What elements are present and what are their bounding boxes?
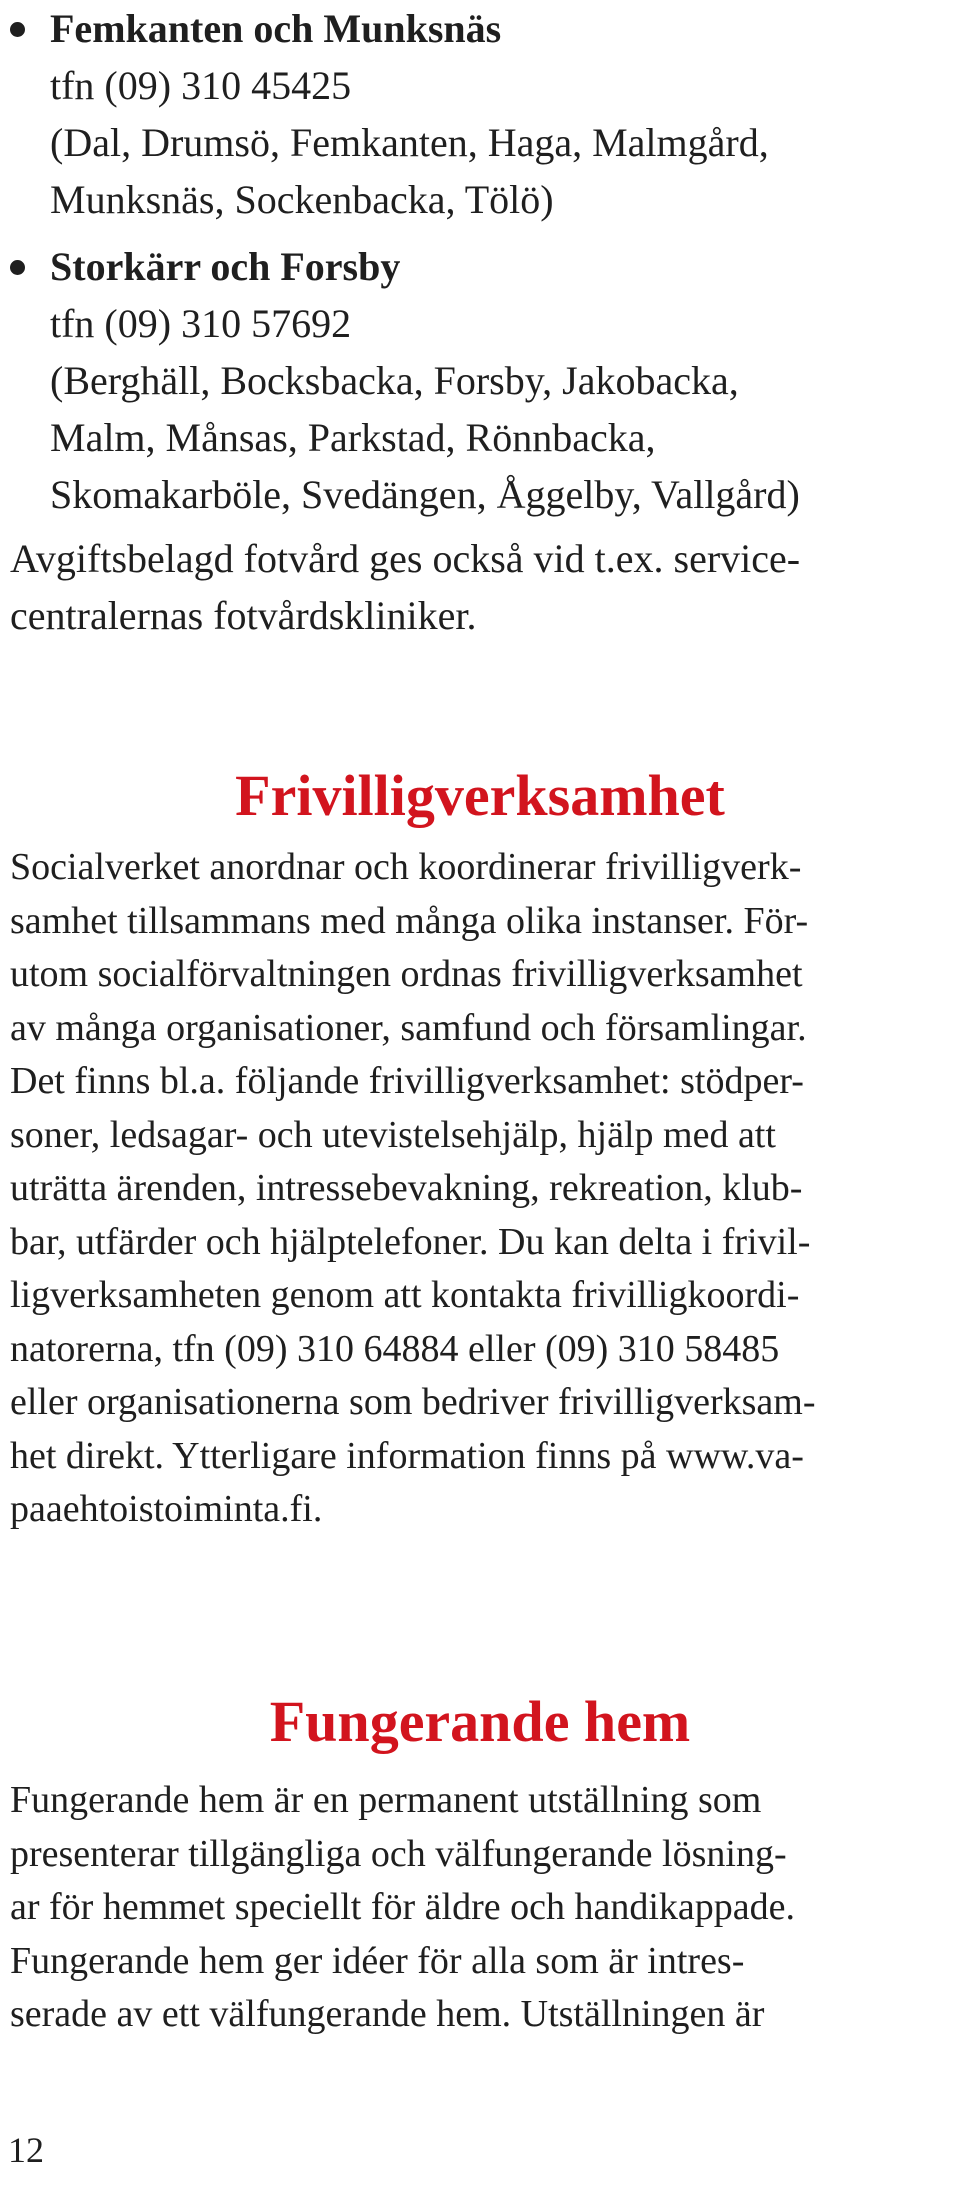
section-heading-frivilligverksamhet: Frivilligverksamhet	[235, 763, 725, 828]
area-districts-line: (Dal, Drumsö, Femkanten, Haga, Malmgård,	[50, 120, 769, 165]
area-districts-line: (Berghäll, Bocksbacka, Forsby, Jakobacka,	[50, 358, 739, 403]
area-districts-line: Malm, Månsas, Parkstad, Rönnbacka,	[50, 415, 656, 460]
section-body-fungerande-hem: Fungerande hem är en permanent utställning som presenterar tillgängliga och välfungerande lösning- ar för hemmet speciellt för äldre och handikappade. Fungerande hem ger idéer för alla som är intres- serade av ett välfungerande hem. Utställningen är	[10, 1779, 795, 2035]
area-districts-line: Munksnäs, Sockenbacka, Tölö)	[50, 177, 554, 222]
section-body-frivilligverksamhet: Socialverket anordnar och koordinerar frivilligverk- samhet tillsammans med många olika instanser. För- utom socialförvaltningen ordnas frivilligverksamhet av många organisationer, samfund och församlingar. Det finns bl.a. följande frivilligverksamhet: stödper- soner, ledsagar- och utevistelsehjälp, hjälp med att uträtta ärenden, intressebevakning, rekreation, klub- bar, utfärder och hjälptelefoner. Du kan delta i frivil- ligverksamheten genom att kontakta frivilligkoordi- natorerna, tfn (09) 310 64884 eller (09) 310 58485 eller organisationerna som bedriver frivilligverksam- het direkt. Ytterligare information finns på www.va- paaehtoistoiminta.fi.	[10, 846, 816, 1530]
section-heading-fungerande-hem: Fungerande hem	[269, 1689, 691, 1754]
area-title: Storkärr och Forsby	[50, 244, 401, 289]
list-item	[0, 238, 960, 523]
area-title: Femkanten och Munksnäs	[50, 6, 502, 51]
bullet-icon	[10, 260, 25, 275]
area-phone: tfn (09) 310 45425	[50, 63, 352, 108]
list-item	[0, 0, 960, 228]
area-districts-line: Skomakarböle, Svedängen, Åggelby, Vallgård)	[50, 472, 800, 517]
footcare-note: Avgiftsbelagd fotvård ges också vid t.ex. service- centralernas fotvårdskliniker.	[10, 536, 801, 638]
district-list	[0, 0, 960, 523]
area-phone: tfn (09) 310 57692	[50, 301, 352, 346]
page-number: 12	[8, 2130, 44, 2170]
bullet-icon	[10, 22, 25, 37]
